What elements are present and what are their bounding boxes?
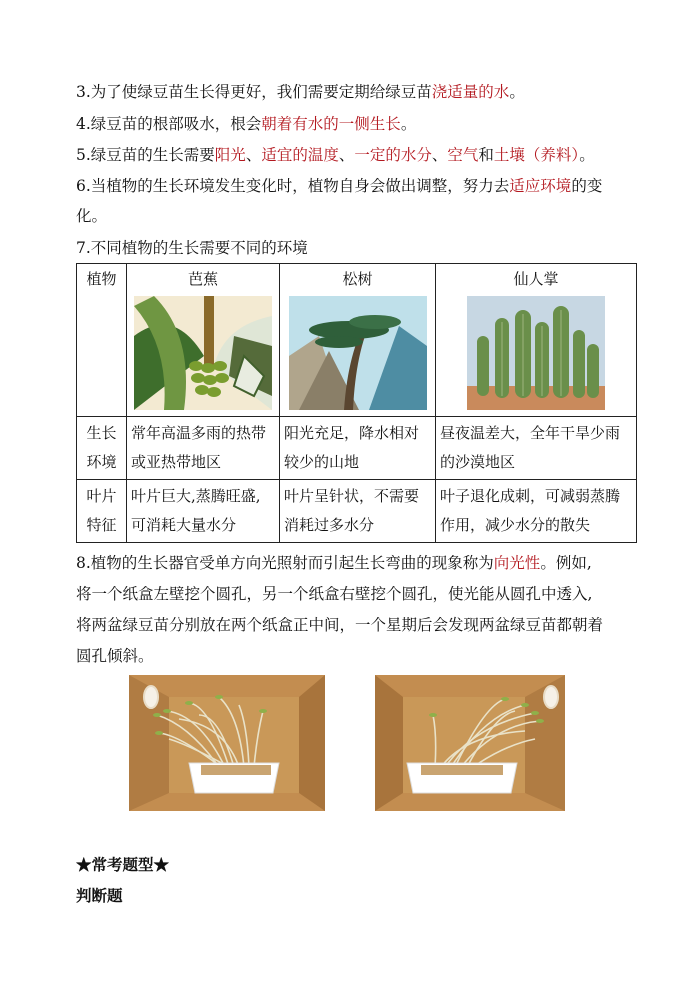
highlight-root: 朝着有水的一侧生长 xyxy=(261,115,401,133)
point-8: 8.植物的生长器官受单方向光照射而引起生长弯曲的现象称为向光性。例如, xyxy=(76,554,592,572)
table-row xyxy=(77,480,637,543)
experiment-photo-right xyxy=(375,675,565,811)
banana-plant-image xyxy=(134,296,272,410)
env-row-label: 生长 环境 xyxy=(77,417,127,480)
leaf-cactus: 叶子退化成刺，可减弱蒸腾作用，减少水分的散失 xyxy=(436,480,637,543)
point-8-line4: 圆孔倾斜。 xyxy=(76,647,154,665)
point-6-cont: 化。 xyxy=(76,207,108,225)
point-6: 6.当植物的生长环境发生变化时，植物自身会做出调整，努力去适应环境的变 xyxy=(76,177,603,195)
pine-tree-image xyxy=(289,296,427,410)
seedling-box-right-image xyxy=(375,675,565,811)
point-8-line2: 将一个纸盒左壁挖个圆孔，另一个纸盒右壁挖个圆孔，使光能从圆孔中透入, xyxy=(76,585,593,603)
point-8-line3: 将两盆绿豆苗分别放在两个纸盒正中间，一个星期后会发现两盆绿豆苗都朝着 xyxy=(76,616,604,634)
table-row xyxy=(77,417,637,480)
env-cactus: 昼夜温差大，全年干旱少雨的沙漠地区 xyxy=(436,417,637,480)
point-5: 5.绿豆苗的生长需要阳光、适宜的温度、一定的水分、空气和土壤（养料）。 xyxy=(76,146,595,164)
leaf-row-label: 叶片 特征 xyxy=(77,480,127,543)
table-corner: 植物 xyxy=(77,264,127,417)
point-4: 4.绿豆苗的根部吸水，根会朝着有水的一侧生长。 xyxy=(76,115,417,133)
env-pine: 阳光充足，降水相对较少的山地 xyxy=(280,417,436,480)
plant-banana: 芭蕉 xyxy=(127,264,280,417)
point-7: 7.不同植物的生长需要不同的环境 xyxy=(76,239,308,257)
highlight-phototropism: 向光性 xyxy=(493,554,541,572)
table-row xyxy=(77,264,637,417)
plant-environment-table xyxy=(76,263,637,543)
section-subtitle: 判断题 xyxy=(76,886,123,905)
seedling-box-left-image xyxy=(129,675,325,811)
plant-cactus: 仙人掌 xyxy=(436,264,637,417)
highlight-water: 浇适量的水 xyxy=(431,83,510,101)
section-title: ★常考题型★ xyxy=(76,855,170,874)
experiment-photo-left xyxy=(129,675,325,811)
leaf-pine: 叶片呈针状，不需要消耗过多水分 xyxy=(280,480,436,543)
plant-pine: 松树 xyxy=(280,264,436,417)
leaf-banana: 叶片巨大,蒸腾旺盛,可消耗大量水分 xyxy=(127,480,280,543)
env-banana: 常年高温多雨的热带或亚热带地区 xyxy=(127,417,280,480)
point-3: 3.为了使绿豆苗生长得更好，我们需要定期给绿豆苗浇适量的水。 xyxy=(76,83,525,101)
cactus-image xyxy=(467,296,605,410)
